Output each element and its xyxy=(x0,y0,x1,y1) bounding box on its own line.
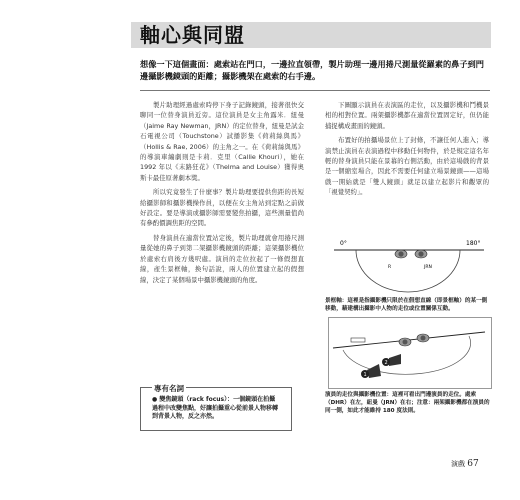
page-folio xyxy=(451,459,479,469)
camera-arc xyxy=(356,250,460,292)
actor-figure-dhr xyxy=(399,338,411,346)
right-paragraph-2: 布置好的拍攝場景位上了封條，不讓任何人進入；導演禁止演員在表演過程中移動任何物件，於是規定這名年輕的替身演員只能在景幕的右側活動，由於這場戲的背景是一個縮室場合，因此不需要任何建立場景鏡頭——這場戲一開始就是「雙人鏡頭」就足以建立起影片和觀眾的「視覺契約」。 xyxy=(325,136,489,197)
left-column xyxy=(140,100,304,289)
left-paragraph-1: 製片助理經過處索時停下身子記錄鏡頭，接著很快交聊同一位替身演員近旁。這位演員是女主角露米．紐曼（Jaime Ray Newman，JRN）的定位替身，紐曼是試金石電視公司（Touchstone）試播影集《荷莉絲與馬》（Hollis & Rae, 2006）的主角之一。在《荷莉絲與馬》的導演車編劇則是卡莉．克里（Callie Khouri），她在 1992 年以《末路狂花》（Thelma and Louise）獲得奧斯卡最佳原著劇本獎。 xyxy=(140,101,304,182)
camera-2-label: 2 xyxy=(384,360,388,366)
page-number: 67 xyxy=(467,459,479,469)
camera-1-label: 1 xyxy=(363,372,367,378)
left-paragraph-2: 所以究竟發生了什麼事？製片助理要提供焦距的長短給攝影師和攝影機操作員，以便在女主角站到定點之前做好設定。要是導演或攝影師需要變焦拍攝，這些測量值尚有參酌價調焦距的空間。 xyxy=(140,188,304,228)
glossary-heading: 專有名詞 xyxy=(154,384,184,393)
axis-diagram xyxy=(328,236,490,296)
actor-figure-jrn xyxy=(417,334,429,342)
right-column xyxy=(325,100,489,202)
camera-2-icon xyxy=(382,354,401,366)
page-title: 軸心與同盟 xyxy=(140,23,245,47)
camera-1-icon xyxy=(361,364,381,378)
actor-figure-jrn xyxy=(415,250,427,258)
blocking-diagram-svg xyxy=(329,318,489,386)
lead-paragraph: 想像一下這個畫面：處索站在門口，一邊拉直領帶，製片助理一邊用捲尺測量從羅素的鼻子到門邊攝影機鏡頭的距離；攝影機架在處索的右手邊。 xyxy=(140,59,484,81)
axis-diagram-caption: 景框軸：這裡是指攝影機只限於在假想直線（即景框軸）的某一側移動，藉建構出攝影中人物的走位或位置關係互動。 xyxy=(325,298,488,312)
actor-figure-r xyxy=(395,250,407,258)
actor-tag-jrn: JRN xyxy=(424,265,432,270)
blocking-diagram-caption: 演員的走位與攝影機位置：這裡可看出門邊演員的走位。處索（DHR）在左，紐曼（JRN）在右；注意：兩架攝影機都在演員的同一側，如此才能維持 180 度法則。 xyxy=(325,392,490,414)
zero-degree-label: 0° xyxy=(340,240,347,247)
one-eighty-degree-label: 180° xyxy=(466,240,481,247)
divider-rule xyxy=(140,90,490,91)
folio-section-label: 演戲 xyxy=(451,460,465,468)
actor-tag-r: R xyxy=(388,265,392,270)
door-frame xyxy=(351,338,365,342)
glossary-body: ● 變焦鏡頭（rack focus）：一個鏡頭在拍攝過程中改變焦點，好讓拍攝重心從前景人物移轉到背景人物，反之亦然。 xyxy=(152,396,279,421)
blocking-diagram xyxy=(328,317,492,389)
right-paragraph-1: 下圖顯示演員在表演區的走位，以及攝影機和鬥機景相的相對位置。兩架攝影機都在適當位置固定好，但仍能捕捉構成畫面的鏡頭。 xyxy=(325,101,489,130)
left-paragraph-3: 替身演員在適當位置站定後，製片助理就會用捲尺測量從她的鼻子到第二架攝影機鏡頭的距離；這架攝影機位於處索右肩後方幾呎處。演員的走位拉起了一條假想直線，產生景框軸，換句話說，兩人的位置建立起的假想線，決定了某個場景中攝影機鏡頭的角度。 xyxy=(140,233,304,284)
axis-diagram-svg xyxy=(328,236,490,296)
